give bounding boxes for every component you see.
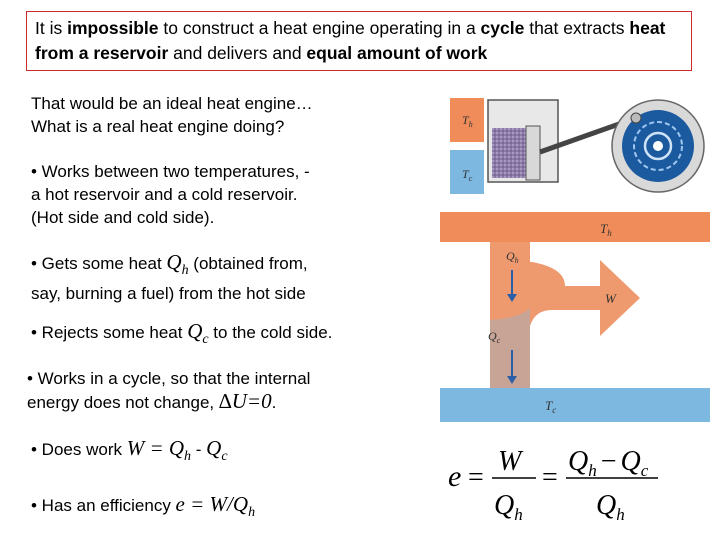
piston-engine — [450, 98, 704, 194]
svg-text:Qh−Qc: $Q_h - Q_c$ — [568, 446, 649, 480]
statement-text: It is impossible to construct a heat engine operating in a cycle that extracts heat from a reservoir and delivers and equal amount of work — [35, 18, 666, 63]
svg-text:Qc: $Q_c$ — [488, 329, 501, 345]
svg-text:Qh: $Q_h$ — [596, 490, 625, 524]
intro-line-1: That would be an ideal heat engine… — [31, 94, 313, 113]
svg-text:Th: $T_h$ — [600, 221, 612, 238]
svg-text:Th: $T_h$ — [462, 113, 473, 129]
svg-text:W: W — [605, 291, 616, 306]
svg-text:Tc: $T_c$ — [462, 167, 473, 183]
work-arrow — [530, 260, 640, 336]
svg-text:Qh: $Q_h$ — [494, 490, 523, 524]
gas — [492, 128, 526, 178]
efficiency-equation — [444, 436, 710, 526]
svg-text:W: W — [498, 446, 522, 477]
intro-paragraph — [31, 92, 313, 138]
statement-box — [26, 11, 692, 71]
bullet-gets-heat: • Gets some heat $Q_h$ (obtained from, say, burning a fuel) from the hot side — [31, 250, 308, 304]
cold-reservoir — [440, 388, 710, 422]
hot-reservoir — [440, 212, 710, 242]
bullet-temperatures: • Works between two temperatures, - a hot reservoir and a cold reservoir. (Hot side and cold side). — [31, 162, 310, 227]
svg-text:Qh: $Q_h$ — [506, 249, 519, 265]
piston — [526, 126, 540, 180]
svg-text:=: = — [542, 462, 558, 493]
svg-text:=: = — [468, 462, 484, 493]
bullet-cycle: • Works in a cycle, so that the internal energy does not change, ∆U=0. — [27, 369, 311, 413]
bullet-efficiency: • Has an efficiency $e = W/Q_h$ — [31, 492, 256, 521]
svg-text:e: e — [448, 460, 462, 493]
intro-line-2: What is a real heat engine doing? — [31, 117, 285, 136]
bullet-rejects-heat: • Rejects some heat $Q_c$ to the cold side. — [31, 319, 333, 348]
heat-engine-figure — [440, 88, 710, 423]
svg-text:Tc: $T_c$ — [545, 398, 557, 415]
bullet-does-work: • Does work $W = Q_h - Q_c$ — [31, 436, 228, 465]
